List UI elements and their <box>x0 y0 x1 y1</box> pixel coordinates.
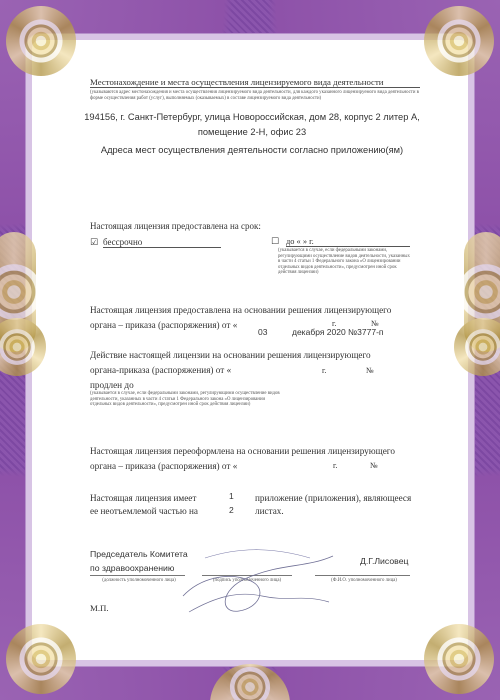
term-note: (указывается в случае, если федеральными законами, регулирующими осуществление видов деятельности, указанных в части 4 статьи 1 Федерального закона «О лицензировании отдельных видов деятельности», предусмотрен иной срок действия лицензии) <box>278 248 410 275</box>
annex-line-1: Настоящая лицензия имеет <box>90 493 197 503</box>
annex-line-2: ее неотъемлемой частью на <box>90 506 198 516</box>
reissue-line-1: Настоящая лицензия переоформлена на основании решения лицензирующего <box>90 446 395 456</box>
basis-date-day: 03 <box>258 327 268 337</box>
basis-line-2: органа – приказа (распоряжения) от « <box>90 320 238 330</box>
appendix-line: Адреса мест осуществления деятельности согласно приложению(ям) <box>100 145 404 155</box>
corner-ornament <box>6 6 76 76</box>
signatory-position-2: по здравоохранению <box>90 563 175 573</box>
basis-year-label: г. <box>332 319 337 328</box>
extension-line-2: органа-приказа (распоряжения) от « <box>90 365 232 375</box>
extension-number-label: № <box>366 366 374 375</box>
reissue-year-label: г. <box>333 461 338 470</box>
name-note: (Ф.И.О. уполномоченного лица) <box>331 578 397 583</box>
annex-desc-2: листах. <box>255 506 284 516</box>
indefinite-checkbox[interactable]: ☑ <box>90 237 99 247</box>
handwritten-signature-icon <box>165 528 355 633</box>
term-label: Настоящая лицензия предоставлена на срок: <box>90 221 261 231</box>
header-note: (указываются адрес местонахождения и места осуществления лицензируемого вида деятельности, для каждого указанного лицензируемого вида деятельности в форме осуществления работ (услуг), выполняемых (оказываемых) в составе лицензируемого вида деятельности) <box>90 90 419 101</box>
annex-count: 1 <box>229 491 234 501</box>
term-until-label: до « » г. <box>286 237 410 247</box>
address-line-1: 194156, г. Санкт-Петербург, улица Новороссийская, дом 28, корпус 2 литер А, <box>84 112 420 122</box>
extension-year-label: г. <box>322 366 327 375</box>
extension-note: (указывается в случае, если федеральными законами, регулирующими осуществление видов деятельности, указанных в части 4 статьи 1 Федерального закона «О лицензировании отдельных видов деятельности», предусмотрен иной срок действия лицензии) <box>90 391 280 407</box>
until-checkbox[interactable]: ☐ <box>271 236 280 246</box>
corner-ornament <box>6 624 76 694</box>
reissue-line-2: органа – приказа (распоряжения) от « <box>90 461 238 471</box>
extension-line-3: продлен до <box>90 380 134 390</box>
extension-line-1: Действие настоящей лицензии на основании решения лицензирующего <box>90 350 371 360</box>
annex-desc-1: приложение (приложения), являющееся <box>255 493 412 503</box>
signatory-position-1: Председатель Комитета <box>90 549 188 559</box>
signature-note: (подпись уполномоченного лица) <box>212 578 282 583</box>
corner-ornament <box>424 624 494 694</box>
signatory-name: Д.Г.Лисовец <box>360 556 409 566</box>
address-line-2: помещение 2-Н, офис 23 <box>197 127 307 137</box>
basis-line-1: Настоящая лицензия предоставлена на основании решения лицензирующего <box>90 305 392 315</box>
header-title: Местонахождение и места осуществления лицензируемого вида деятельности <box>90 77 420 88</box>
bottom-ornament <box>210 664 290 700</box>
annex-sheets: 2 <box>229 505 234 515</box>
reissue-number-label: № <box>370 461 378 470</box>
position-note: (должность уполномоченного лица) <box>102 578 176 583</box>
term-indefinite-label: бессрочно <box>103 237 221 248</box>
corner-ornament <box>424 6 494 76</box>
seal-place-label: М.П. <box>90 603 109 613</box>
basis-number-label: № <box>371 319 379 328</box>
basis-date-number: декабря 2020 №3777-п <box>292 327 384 337</box>
